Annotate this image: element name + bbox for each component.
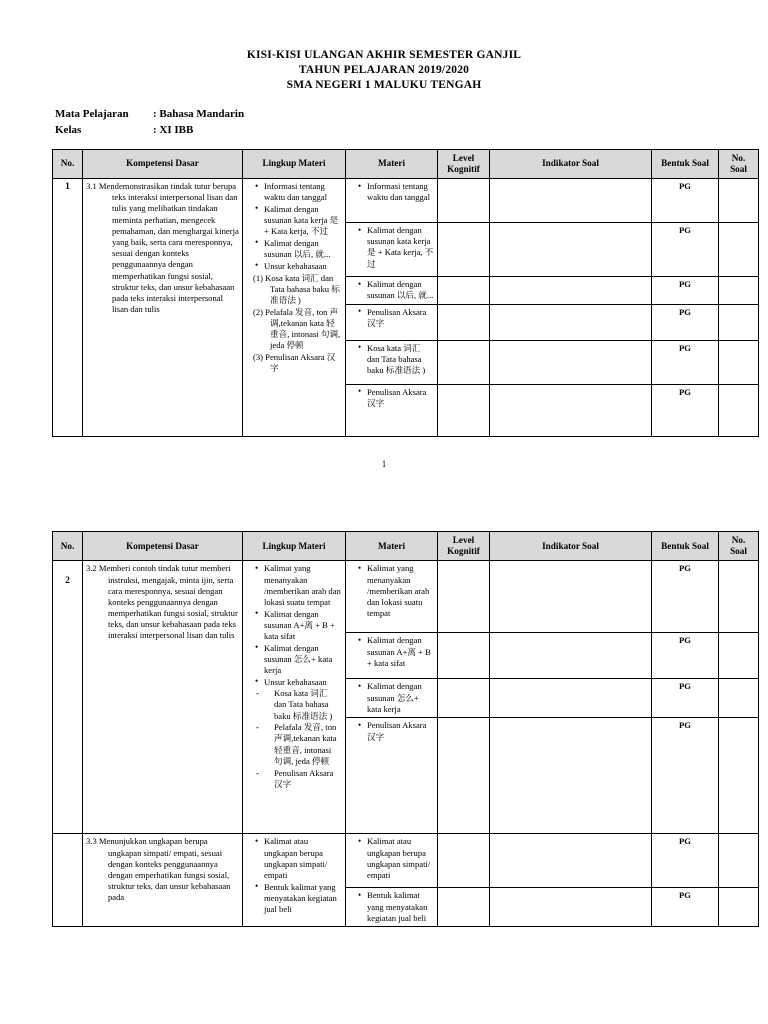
kompetensi-dasar-text (86, 836, 239, 903)
table-row (53, 834, 759, 888)
cell-indikator-soal (490, 679, 652, 718)
list-item: • Kalimat dengan susunan kata kerja 是 + Kata kerja, 不过 (256, 204, 342, 238)
cell-indikator-soal (490, 718, 652, 834)
cell-materi (346, 179, 438, 223)
cell-indikator-soal (490, 834, 652, 888)
meta-row-subject (55, 107, 768, 123)
materi-list (349, 279, 434, 301)
list-item: • Kalimat yang menanyakan /memberikan arah dan lokasi suatu tempat (359, 563, 434, 619)
cell-materi (346, 679, 438, 718)
meta-value-class: : XI IBB (153, 123, 194, 136)
list-item: • Kalimat dengan susunan A+离 + B + kata sifat (359, 635, 434, 669)
cell-bentuk-soal: PG (652, 277, 719, 305)
materi-list (349, 343, 434, 377)
cell-indikator-soal (490, 304, 652, 340)
cell-no-soal (719, 277, 759, 305)
list-item: • Kalimat dengan susunan 怎么+ kata kerja (256, 643, 342, 677)
cell-row-number: 2 (53, 561, 83, 834)
cell-no-soal (719, 304, 759, 340)
list-item: • Unsur kebahasaan (256, 677, 342, 688)
cell-no-soal (719, 340, 759, 384)
cell-indikator-soal (490, 633, 652, 679)
header-bentuk-soal: Bentuk Soal (652, 149, 719, 178)
cell-level-kognitif (438, 888, 490, 927)
cell-bentuk-soal: PG (652, 633, 719, 679)
cell-bentuk-soal: PG (652, 223, 719, 277)
meta-row-class (55, 123, 768, 139)
cell-kompetensi-dasar (83, 179, 243, 437)
meta-value-subject: : Bahasa Mandarin (153, 107, 245, 120)
kd-rest: berupa ungkapan simpati/ empati, sesuai dengan konteks penggunaannya dengan emperhatikan fungsi sosial, struktur teks, dan unsur kebahasaan pada (108, 836, 231, 903)
list-item: (2) Pelafala 发音, ton 声调,tekanan kata 轻重音, intonasi 句调, jeda 停顿 (253, 306, 341, 351)
list-item: (3) Penulisan Aksara 汉字 (253, 351, 336, 373)
document-title-block (0, 0, 768, 93)
list-item: • Kalimat atau ungkapan berupa ungkapan simpati/ empati (256, 836, 342, 881)
cell-level-kognitif (438, 633, 490, 679)
list-item: • Penulisan Aksara 汉字 (359, 387, 434, 409)
cell-level-kognitif (438, 340, 490, 384)
header-no-soal (719, 531, 759, 560)
cell-materi (346, 718, 438, 834)
header-kompetensi-dasar: Kompetensi Dasar (83, 531, 243, 560)
list-item: • Kosa kata 词汇 dan Tata bahasa baku 标准语法 ) (359, 343, 434, 377)
header-kompetensi-dasar: Kompetensi Dasar (83, 149, 243, 178)
cell-materi (346, 561, 438, 633)
cell-materi (346, 633, 438, 679)
list-item: • Penulisan Aksara 汉字 (359, 307, 434, 329)
cell-indikator-soal (490, 888, 652, 927)
cell-row-number (53, 834, 83, 927)
header-level-line1: Level (452, 152, 475, 163)
header-no: No. (53, 149, 83, 178)
table-header-row (53, 149, 759, 178)
kompetensi-dasar-text (86, 563, 239, 641)
materi-list (349, 890, 434, 924)
meta-label-subject: Mata Pelajaran (55, 107, 129, 120)
header-indikator-soal: Indikator Soal (490, 149, 652, 178)
list-item: • Kalimat dengan susunan 以后, 就... (359, 279, 434, 301)
materi-list (349, 225, 434, 270)
cell-indikator-soal (490, 277, 652, 305)
cell-no-soal (719, 633, 759, 679)
header-level-kognitif (438, 149, 490, 178)
cell-level-kognitif (438, 304, 490, 340)
page-break-spacer (0, 469, 768, 531)
list-item: - Penulisan Aksara 汉字 (256, 768, 342, 790)
list-item: • Informasi tentang waktu dan tanggal (256, 181, 342, 203)
cell-no-soal (719, 718, 759, 834)
list-item: • Kalimat dengan susunan kata kerja 是 + Kata kerja, 不过 (359, 225, 434, 270)
list-item: • Bentuk kalimat yang menyatakan kegiatan jual beli (256, 882, 342, 916)
title-line-3: SMA NEGERI 1 MALUKU TENGAH (286, 78, 482, 91)
header-materi: Materi (346, 531, 438, 560)
cell-row-number: 1 (53, 179, 83, 437)
materi-list (349, 181, 434, 203)
cell-indikator-soal (490, 561, 652, 633)
header-no: No. (53, 531, 83, 560)
kisi-table-2 (52, 531, 759, 927)
list-item: • Kalimat dengan susunan 以后, 就... (256, 238, 342, 260)
kompetensi-dasar-text: 3.1 Mendemonstrasikan tindak tutur berupa teks interaksi interpersonal lisan dan tulis yang melibatkan tindakan meminta perhatian, mengecek pemahaman, dan menghargai kinerja yang baik, serta cara meresponnya, sesuai dengan konteks penggunaannya dengan memperhatikan fungsi sosial, struktur teks, dan unsur kebahasaan pada teks interaksi interpersonal lisan dan tulis (86, 181, 239, 315)
cell-level-kognitif (438, 718, 490, 834)
list-item: (1) Kosa kata 词汇 dan Tata bahasa baku 标准语法 ) (253, 272, 340, 305)
cell-bentuk-soal: PG (652, 679, 719, 718)
kd-lead: 3.2 Memberi contoh tindak tutur (86, 563, 198, 574)
header-no-soal (719, 149, 759, 178)
cell-no-soal (719, 679, 759, 718)
table-1-body (53, 179, 759, 437)
cell-materi (346, 277, 438, 305)
title-line-1: KISI-KISI ULANGAN AKHIR SEMESTER GANJIL (246, 49, 522, 61)
header-level-line1: Level (452, 534, 475, 545)
header-level-line2: Kognitif (447, 163, 480, 174)
cell-bentuk-soal: PG (652, 384, 719, 436)
cell-lingkup-materi (243, 834, 346, 927)
header-bentuk-soal: Bentuk Soal (652, 531, 719, 560)
cell-materi (346, 384, 438, 436)
cell-bentuk-soal: PG (652, 179, 719, 223)
header-lingkup-materi: Lingkup Materi (243, 531, 346, 560)
cell-no-soal (719, 384, 759, 436)
cell-level-kognitif (438, 179, 490, 223)
cell-materi (346, 834, 438, 888)
title-line-2: TAHUN PELAJARAN 2019/2020 (298, 63, 470, 76)
table-row (53, 561, 759, 633)
materi-list (349, 836, 434, 881)
table-row (53, 179, 759, 223)
list-item: • Kalimat dengan susunan 怎么+ kata kerja (359, 681, 434, 715)
cell-indikator-soal (490, 340, 652, 384)
cell-lingkup-materi (243, 561, 346, 834)
cell-level-kognitif (438, 277, 490, 305)
list-item: • Kalimat yang menanyakan /memberikan arah dan lokasi suatu tempat (256, 563, 342, 608)
header-nosoal-line2: Soal (730, 163, 747, 174)
cell-no-soal (719, 834, 759, 888)
cell-materi (346, 340, 438, 384)
cell-level-kognitif (438, 223, 490, 277)
materi-list (349, 635, 434, 669)
kd-rest: memberi instruksi, mengajak, minta ijin, serta cara meresponnya, sesuai dengan konteks penggunaannya dengan memperhatikan fungsi sosial, struktur teks, dan unsur kebahasaan pada teks interaksi interpersonal lisan dan tulis (108, 563, 238, 641)
header-materi: Materi (346, 149, 438, 178)
cell-indikator-soal (490, 384, 652, 436)
cell-bentuk-soal: PG (652, 561, 719, 633)
materi-list (349, 387, 434, 409)
cell-materi (346, 888, 438, 927)
cell-bentuk-soal: PG (652, 304, 719, 340)
cell-kompetensi-dasar (83, 561, 243, 834)
cell-indikator-soal (490, 223, 652, 277)
table-header-row (53, 531, 759, 560)
table-2-body (53, 561, 759, 927)
header-lingkup-materi: Lingkup Materi (243, 149, 346, 178)
cell-kompetensi-dasar (83, 834, 243, 927)
header-nosoal-line1: No. (731, 534, 746, 545)
cell-level-kognitif (438, 384, 490, 436)
lingkup-materi-list (246, 181, 342, 374)
materi-list (349, 563, 434, 619)
cell-level-kognitif (438, 561, 490, 633)
cell-no-soal (719, 223, 759, 277)
cell-materi (346, 223, 438, 277)
document-meta (55, 107, 768, 139)
cell-lingkup-materi (243, 179, 346, 437)
cell-no-soal (719, 888, 759, 927)
cell-bentuk-soal: PG (652, 718, 719, 834)
materi-list (349, 307, 434, 329)
list-item: • Informasi tentang waktu dan tanggal (359, 181, 434, 203)
list-item: • Kalimat dengan susunan A+离 + B + kata sifat (256, 609, 342, 643)
header-nosoal-line2: Soal (730, 546, 747, 557)
list-item: - Kosa kata 词汇 dan Tata bahasa baku 标准语法 ) (256, 688, 342, 722)
materi-list (349, 720, 434, 742)
cell-no-soal (719, 179, 759, 223)
cell-no-soal (719, 561, 759, 633)
header-indikator-soal: Indikator Soal (490, 531, 652, 560)
lingkup-materi-list (246, 836, 342, 915)
header-nosoal-line1: No. (731, 152, 746, 163)
cell-indikator-soal (490, 179, 652, 223)
meta-label-class: Kelas (55, 123, 82, 136)
cell-bentuk-soal: PG (652, 888, 719, 927)
cell-level-kognitif (438, 834, 490, 888)
cell-level-kognitif (438, 679, 490, 718)
lingkup-materi-list (246, 563, 342, 789)
materi-list (349, 681, 434, 715)
cell-bentuk-soal: PG (652, 340, 719, 384)
list-item: • Bentuk kalimat yang menyatakan kegiatan jual beli (359, 890, 434, 924)
header-level-kognitif (438, 531, 490, 560)
list-item: - Pelafala 发音, ton 声调,tekanan kata 轻重音, intonasi 句调, jeda 停顿 (256, 722, 342, 767)
list-item: • Penulisan Aksara 汉字 (359, 720, 434, 742)
header-level-line2: Kognitif (447, 546, 480, 557)
cell-materi (346, 304, 438, 340)
list-item: • Unsur kebahasaan (256, 261, 342, 272)
kd-lead: 3.3 Menunjukkan ungkapan (86, 836, 183, 847)
cell-bentuk-soal: PG (652, 834, 719, 888)
page-number: 1 (381, 458, 387, 469)
list-item: • Kalimat atau ungkapan berupa ungkapan simpati/ empati (359, 836, 434, 881)
kisi-table-1 (52, 149, 759, 437)
